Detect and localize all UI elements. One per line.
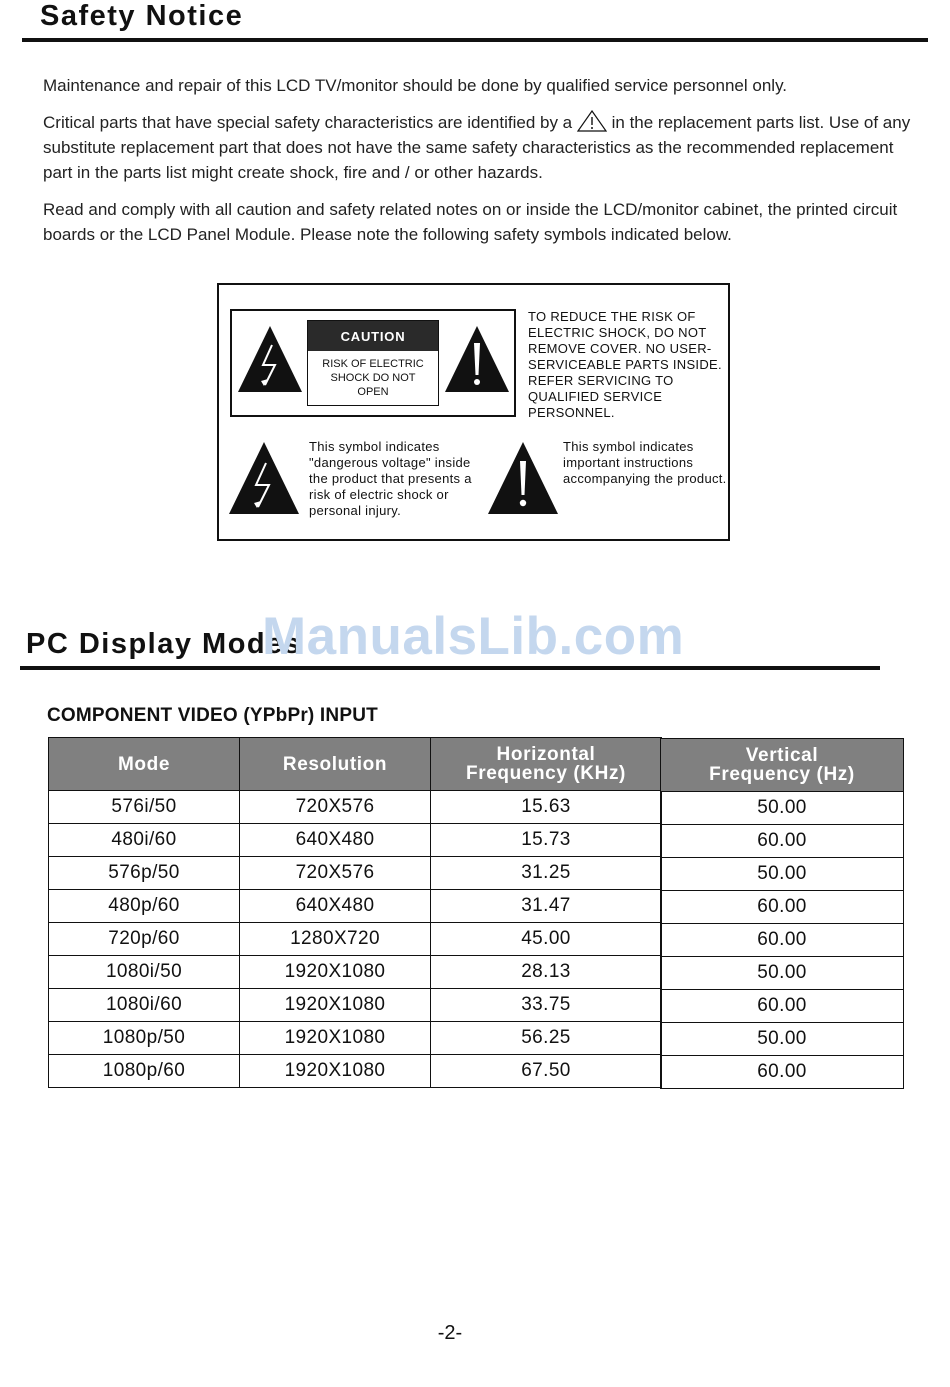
table-header-row [49, 738, 662, 791]
resolution-cell: 640X480 [240, 824, 431, 857]
table-row [661, 924, 904, 957]
resolution-cell: 1920X1080 [240, 956, 431, 989]
mode-cell: 1080i/60 [49, 989, 240, 1022]
mode-cell: 480p/60 [49, 890, 240, 923]
horizontal-frequency-cell: 33.75 [431, 989, 662, 1022]
caution-card [307, 320, 439, 406]
horizontal-frequency-cell: 15.73 [431, 824, 662, 857]
table-row [661, 891, 904, 924]
lightning-warning-icon [237, 325, 303, 393]
table-row [661, 1023, 904, 1056]
mode-cell: 480i/60 [49, 824, 240, 857]
pc-title-divider [20, 666, 880, 670]
mode-cell: 1080p/50 [49, 1022, 240, 1055]
header-line: Frequency (KHz) [466, 763, 626, 784]
table-row [49, 824, 662, 857]
horizontal-frequency-cell: 45.00 [431, 923, 662, 956]
vertical-frequency-cell: 50.00 [661, 1023, 904, 1056]
horizontal-frequency-cell: 15.63 [431, 791, 662, 824]
safety-label [217, 283, 730, 541]
vertical-frequency-header [661, 739, 904, 792]
header-line: Vertical [745, 745, 819, 766]
table-row [49, 857, 662, 890]
horizontal-frequency-cell: 31.47 [431, 890, 662, 923]
mode-cell: 576p/50 [49, 857, 240, 890]
table-row [661, 957, 904, 990]
dangerous-voltage-icon [228, 441, 300, 515]
table-row [661, 825, 904, 858]
vertical-frequency-table [660, 738, 904, 1089]
vertical-frequency-cell: 60.00 [661, 924, 904, 957]
header-line: Frequency (Hz) [709, 764, 855, 785]
vertical-frequency-cell: 50.00 [661, 957, 904, 990]
vertical-frequency-cell: 50.00 [661, 858, 904, 891]
table-row [49, 989, 662, 1022]
critical-parts-text-after: in the replacement parts list. Use of any substitute replacement part that does not have the same safety characteristics as the recommended replacement part in the parts list might create shock, fire and / or other hazards. [43, 113, 911, 182]
caution-heading: CAUTION [308, 321, 438, 351]
mode-cell: 1080p/60 [49, 1055, 240, 1088]
reduce-risk-text: TO REDUCE THE RISK OF ELECTRIC SHOCK, DO NOT REMOVE COVER. NO USER-SERVICEABLE PARTS INSIDE. REFER SERVICING TO QUALIFIED SERVICE PERSONNEL. [528, 309, 722, 420]
table-row [661, 990, 904, 1023]
horizontal-frequency-header [431, 738, 662, 791]
component-video-subtitle: COMPONENT VIDEO (YPbPr) INPUT [47, 705, 378, 726]
caution-panel [230, 309, 516, 417]
resolution-header: Resolution [240, 738, 431, 791]
table-row [49, 791, 662, 824]
table-row [49, 923, 662, 956]
table-row [49, 1022, 662, 1055]
vertical-frequency-cell: 50.00 [661, 792, 904, 825]
horizontal-frequency-cell: 56.25 [431, 1022, 662, 1055]
maintenance-paragraph: Maintenance and repair of this LCD TV/monitor should be done by qualified service personnel only. [43, 76, 788, 95]
dangerous-voltage-text: This symbol indicates "dangerous voltage" inside the product that presents a risk of electric shock or personal injury. [309, 439, 472, 518]
pc-display-modes-title: PC Display Modes [26, 628, 302, 660]
important-instructions-text: This symbol indicates important instructions accompanying the product. [563, 439, 727, 486]
exclamation-warning-icon [444, 325, 510, 393]
resolution-cell: 1920X1080 [240, 1022, 431, 1055]
vertical-frequency-cell: 60.00 [661, 825, 904, 858]
safety-notice-title: Safety Notice [40, 0, 244, 32]
resolution-cell: 1920X1080 [240, 989, 431, 1022]
page-number: -2- [437, 1322, 463, 1344]
display-modes-table [48, 737, 662, 1088]
resolution-cell: 640X480 [240, 890, 431, 923]
vertical-frequency-cell: 60.00 [661, 1056, 904, 1089]
title-divider [22, 38, 928, 42]
table-row [49, 890, 662, 923]
caution-line: OPEN [357, 386, 389, 398]
mode-cell: 720p/60 [49, 923, 240, 956]
vertical-frequency-cell: 60.00 [661, 891, 904, 924]
horizontal-frequency-cell: 67.50 [431, 1055, 662, 1088]
comply-paragraph: Read and comply with all caution and safety related notes on or inside the LCD/monitor cabinet, the printed circuit boards or the LCD Panel Module. Please note the following safety symbols indicated below. [43, 200, 898, 244]
caution-line: SHOCK DO NOT [330, 372, 416, 384]
caution-body [308, 351, 438, 399]
caution-line: RISK OF ELECTRIC [322, 358, 424, 370]
watermark: ManualsLib.com [262, 607, 685, 666]
table-row [661, 792, 904, 825]
table-header-row [661, 739, 904, 792]
mode-header: Mode [49, 738, 240, 791]
table-row [661, 1056, 904, 1089]
resolution-cell: 1280X720 [240, 923, 431, 956]
header-line: Horizontal [496, 744, 596, 765]
vertical-frequency-cell: 60.00 [661, 990, 904, 1023]
critical-parts-text-before: Critical parts that have special safety characteristics are identified by a [43, 113, 573, 132]
horizontal-frequency-cell: 28.13 [431, 956, 662, 989]
resolution-cell: 720X576 [240, 857, 431, 890]
mode-cell: 1080i/50 [49, 956, 240, 989]
resolution-cell: 720X576 [240, 791, 431, 824]
table-row [661, 858, 904, 891]
resolution-cell: 1920X1080 [240, 1055, 431, 1088]
warning-triangle-icon [577, 110, 607, 132]
important-instructions-icon [487, 441, 559, 515]
mode-cell: 576i/50 [49, 791, 240, 824]
table-row [49, 956, 662, 989]
critical-parts-paragraph [43, 110, 913, 185]
horizontal-frequency-cell: 31.25 [431, 857, 662, 890]
table-row [49, 1055, 662, 1088]
